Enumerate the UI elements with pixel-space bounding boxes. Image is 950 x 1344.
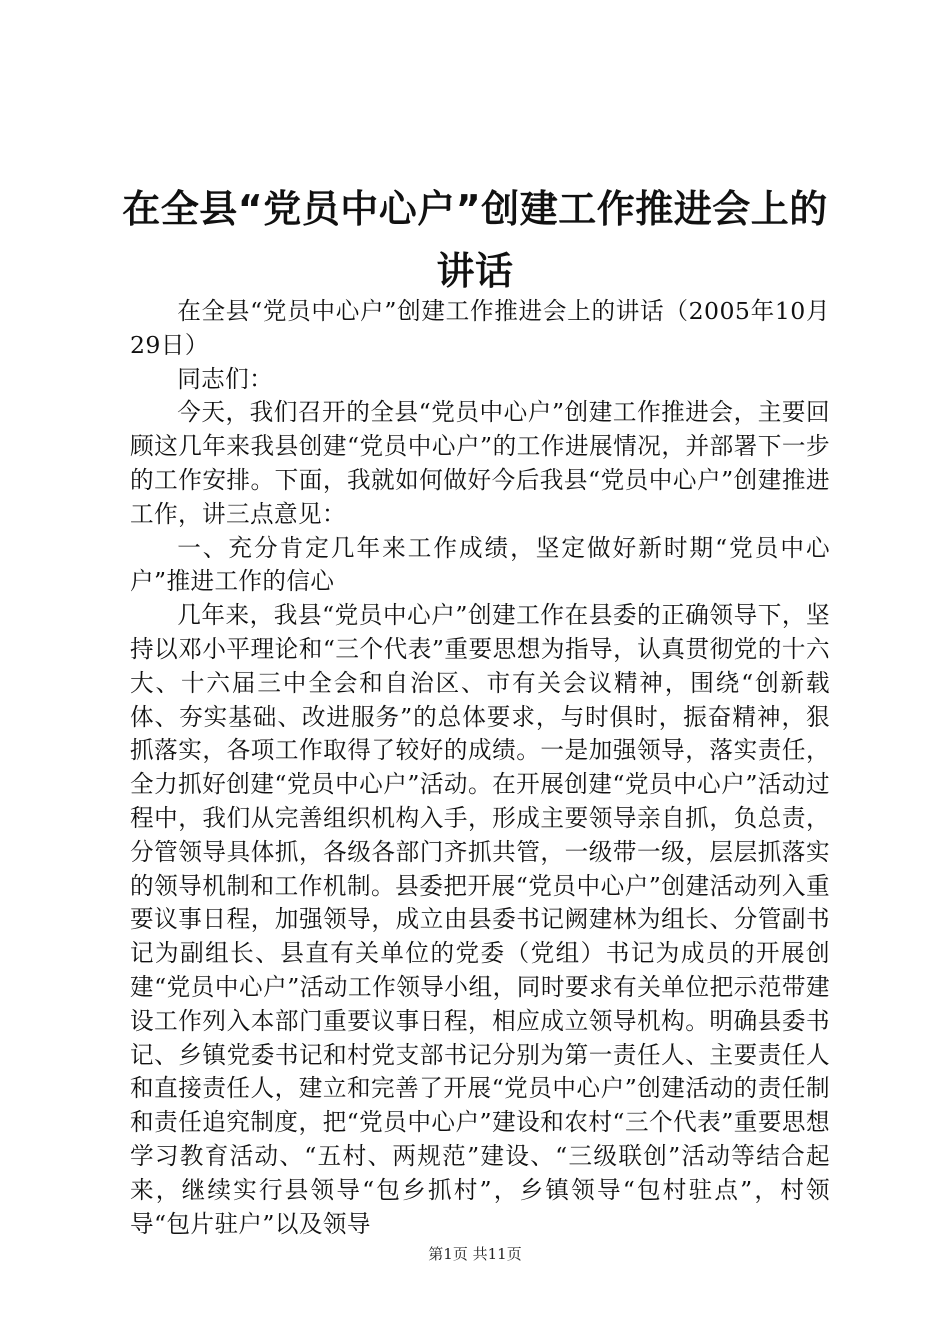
page-number-footer: 第1页 共11页 — [428, 1245, 522, 1263]
paragraph-salutation: 同志们： — [177, 364, 274, 393]
paragraph-heading-date: 在全县“党员中心户”创建工作推进会上的讲话（2005年10月29日） — [130, 297, 830, 359]
paragraph-body-main: 几年来，我县“党员中心户”创建工作在县委的正确领导下，坚持以邓小平理论和“三个代表”重要思想为指导，认真贯彻党的十六大、十六届三中全会和自治区、市有关会议精神，围绕“创新载体、夯实基础、改进服务”的总体要求，与时俱时，振奋精神，狠抓落实，各项工作取得了较好的成绩。一是加强领导，落实责任，全力抓好创建“党员中心户”活动。在开展创建“党员中心户”活动过程中，我们从完善组织机构入手，形成主要领导亲自抓，负总责，分管领导具体抓，各级各部门齐抓共管，一级带一级，层层抓落实的领导机制和工作机制。县委把开展“党员中心户”创建活动列入重要议事日程，加强领导，成立由县委书记阙建林为组长、分管副书记为副组长、县直有关单位的党委（党组）书记为成员的开展创建“党员中心户”活动工作领导小组，同时要求有关单位把示范带建设工作列入本部门重要议事日程，相应成立领导机构。明确县委书记、乡镇党委书记和村党支部书记分别为第一责任人、主要责任人和直接责任人，建立和完善了开展“党员中心户”创建活动的责任制和责任追究制度，把“党员中心户”建设和农村“三个代表”重要思想学习教育活动、“五村、两规范”建设、“三级联创”活动等结合起来，继续实行县领导“包乡抓村”，乡镇领导“包村驻点”，村领导“包片驻户”以及领导 — [130, 601, 830, 1238]
document-title: 在全县“党员中心户”创建工作推进会上的讲话 — [122, 187, 828, 293]
paragraph-section-heading: 一、充分肯定几年来工作成绩，坚定做好新时期“党员中心户”推进工作的信心 — [130, 533, 830, 596]
document-body — [130, 295, 830, 1241]
paragraph-introduction: 今天，我们召开的全县“党员中心户”创建工作推进会，主要回顾这几年来我县创建“党员中心户”的工作进展情况，并部署下一步的工作安排。下面，我就如何做好今后我县“党员中心户”创建推进工作，讲三点意见： — [130, 398, 830, 528]
